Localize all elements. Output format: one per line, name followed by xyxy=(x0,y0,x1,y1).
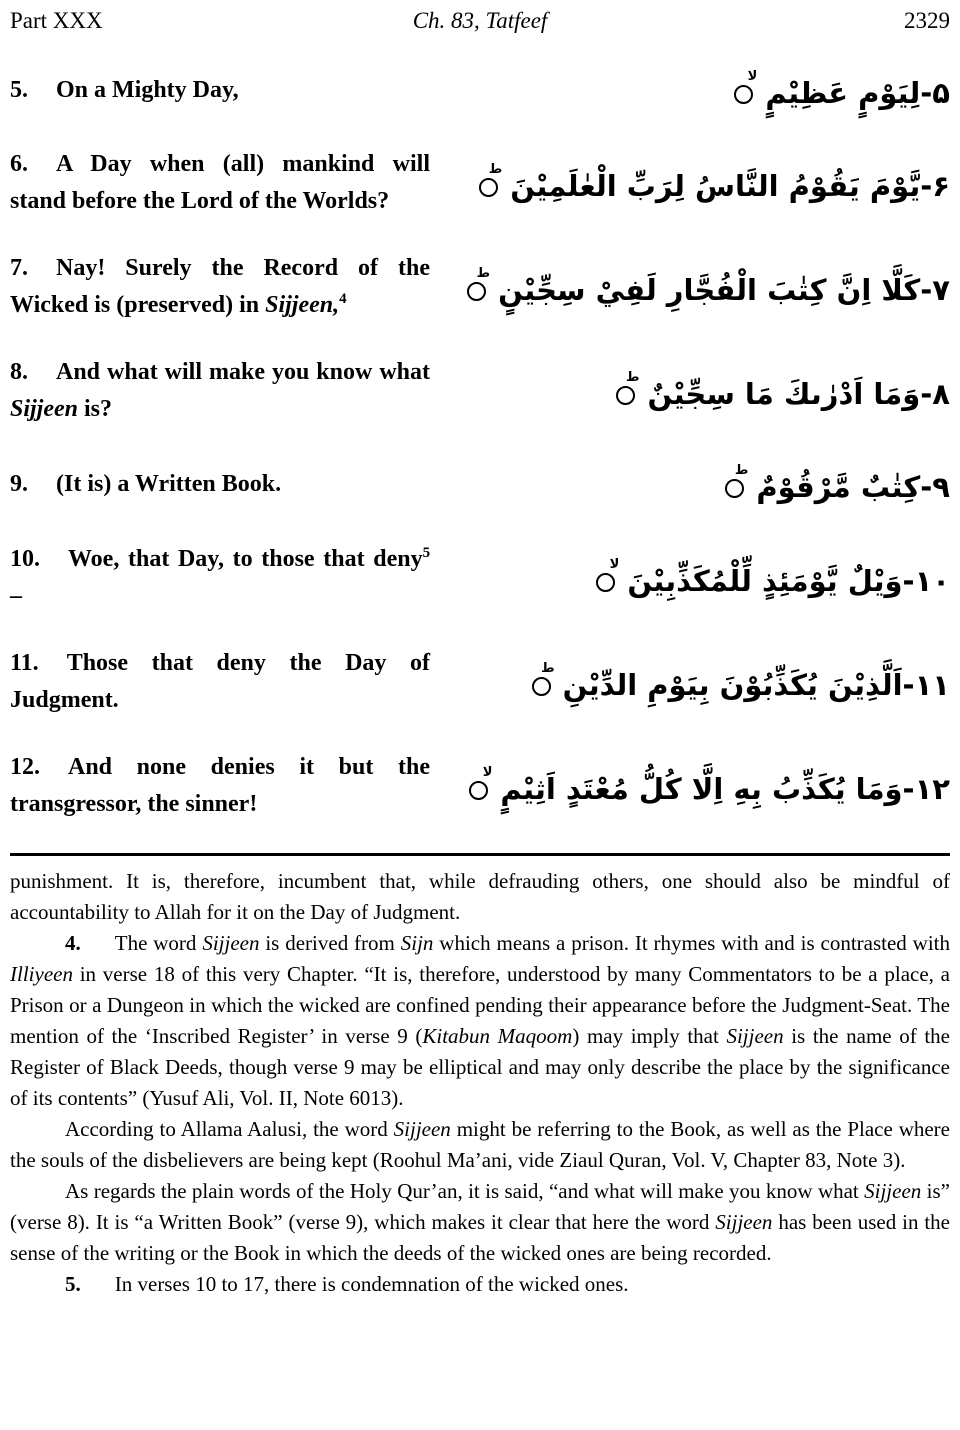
verse-text: (It is) a Written Book. xyxy=(56,471,282,498)
footnote-paragraph: 4. The word Sijjeen is derived from Sijn which means a prison. It rhymes with and is contrasted with Illiyeen in verse 18 of this very Chapter. “It is, therefore, understood by many Commentators to be a place, a Prison or a Dungeon in which the wicked are confined pending their appearance before the Judgment-Seat. The mention of the ‘Inscribed Register’ in verse 9 (Kitabun Maqoom) may imply that Sijjeen is the name of the Register of Black Deeds, though verse 9 may be elliptical and may only describe the place by the significance of its contents” (Yusuf Ali, Vol. II, Note 6013). xyxy=(10,930,951,1110)
waqf-mark: لا xyxy=(747,69,758,84)
arabic-text: ۱۲-وَمَا يُكَذِّبُ بِهِ اِلَّا كُلُّ مُعْتَدٍ اَثِيْمٍ xyxy=(500,771,950,806)
verse-number: 10. xyxy=(10,545,40,572)
arabic-text: ۹-كِتٰبٌ مَّرْقُوْمٌ xyxy=(756,470,950,505)
waqf-mark: ط xyxy=(625,370,640,386)
verse-arabic xyxy=(454,458,950,510)
verse-number: 5. xyxy=(10,76,28,103)
verse-row xyxy=(10,749,950,823)
verse-text: Nay! Surely the Record of the Wicked is (preserved) in Sijjeen,$^4$ xyxy=(10,255,430,319)
verse-number: 7. xyxy=(10,255,28,282)
verse-english xyxy=(10,749,430,823)
verse-english xyxy=(10,72,430,109)
arabic-text: ۶-يَّوْمَ يَقُوْمُ النَّاسُ لِرَبِّ الْعٰلَمِيْنَ xyxy=(510,169,950,204)
verse-row xyxy=(10,64,950,116)
arabic-text: ۵-لِيَوْمٍ عَظِيْمٍ xyxy=(765,76,950,110)
verse-text: And what will make you know what Sijjeen is? xyxy=(10,359,430,423)
end-of-ayah-icon xyxy=(616,370,640,405)
verse-number: 12. xyxy=(10,753,40,780)
waqf-mark: لا xyxy=(609,556,620,572)
end-of-ayah-icon xyxy=(479,162,503,197)
verse-arabic xyxy=(454,552,950,604)
verse-row xyxy=(10,354,950,428)
footnote-paragraph: As regards the plain words of the Holy Qur’an, it is said, “and what will make you know what Sijjeen is” (verse 8). It is “a Written Book” (verse 9), which makes it clear that here the word Sijjeen has been used in the sense of the writing or the Book in which the deeds of the wicked ones are being recorded. xyxy=(10,1178,950,1265)
verse-english xyxy=(10,466,430,503)
end-of-ayah-icon xyxy=(532,660,555,696)
end-of-ayah-icon xyxy=(469,764,493,800)
footnote-paragraph: According to Allama Aalusi, the word Sijjeen might be referring to the Book, as well as the Place where the souls of the disbelievers are being kept (Roohul Ma’ani, vide Ziaul Quran, Vol. V, Chapter 83, Note 3). xyxy=(10,1116,950,1172)
part-label: Part XXX xyxy=(10,8,103,33)
verse-row xyxy=(10,250,950,324)
verse-english xyxy=(10,645,430,719)
verse-arabic xyxy=(454,157,950,209)
arabic-text: ۷-كَلَّا اِنَّ كِتٰبَ الْفُجَّارِ لَفِيْ سِجِّيْنٍ xyxy=(498,273,950,308)
verse-number: 9. xyxy=(10,471,28,498)
chapter-title: Ch. 83, Tatfeef xyxy=(412,8,548,33)
verse-english xyxy=(10,146,430,220)
waqf-mark: ط xyxy=(488,162,503,178)
verse-english xyxy=(10,354,430,428)
verse-text: Woe, that Day, to those that deny$^5$ – xyxy=(10,544,430,609)
verse-number: 6. xyxy=(10,151,28,178)
verse-arabic xyxy=(454,365,950,417)
verse-text: On a Mighty Day, xyxy=(56,76,239,103)
verse-row xyxy=(10,458,950,510)
end-of-ayah-icon xyxy=(734,69,758,104)
verse-number: 8. xyxy=(10,359,28,386)
verse-arabic xyxy=(454,64,950,116)
waqf-mark: لا xyxy=(482,764,493,780)
verse-arabic xyxy=(454,760,950,812)
verse-english xyxy=(10,250,430,324)
verse-row xyxy=(10,146,950,220)
waqf-mark: ط xyxy=(734,463,749,479)
end-of-ayah-icon xyxy=(596,556,620,592)
footnotes-section xyxy=(10,866,950,1300)
end-of-ayah-icon xyxy=(725,463,749,498)
page-number: 2329 xyxy=(904,8,950,33)
arabic-text: ۱۱-اَلَّذِيْنَ يُكَذِّبُوْنَ بِيَوْمِ الدِّيْنِ xyxy=(562,667,950,702)
verse-arabic xyxy=(454,656,950,708)
verse-text: And none denies it but the transgressor, the sinner! xyxy=(10,753,430,817)
end-of-ayah-icon xyxy=(467,266,491,301)
arabic-text: ۱۰-وَيْلٌ يَّوْمَئِذٍ لِّلْمُكَذِّبِيْنَ xyxy=(627,563,950,598)
waqf-mark: ط xyxy=(476,266,491,282)
footnote-separator xyxy=(10,853,950,856)
footnote-paragraph: 5. In verses 10 to 17, there is condemnation of the wicked ones. xyxy=(65,1271,629,1296)
verse-text: A Day when (all) mankind will stand before the Lord of the Worlds? xyxy=(10,151,430,215)
footnote-paragraph: punishment. It is, therefore, incumbent that, while defrauding others, one should also be mindful of accountability to Allah for it on the Day of Judgment. xyxy=(10,868,950,924)
page-header xyxy=(10,8,950,34)
verse-text: Those that deny the Day of Judgment. xyxy=(10,649,430,713)
verse-row xyxy=(10,541,950,615)
verse-number: 11. xyxy=(10,649,39,676)
arabic-text: ۸-وَمَا اَدْرٰىكَ مَا سِجِّيْنٌ xyxy=(647,377,950,412)
verse-english xyxy=(10,541,430,615)
verse-row xyxy=(10,645,950,719)
waqf-mark: ط xyxy=(541,660,555,676)
verses-section xyxy=(10,64,950,823)
verse-arabic xyxy=(454,261,950,313)
